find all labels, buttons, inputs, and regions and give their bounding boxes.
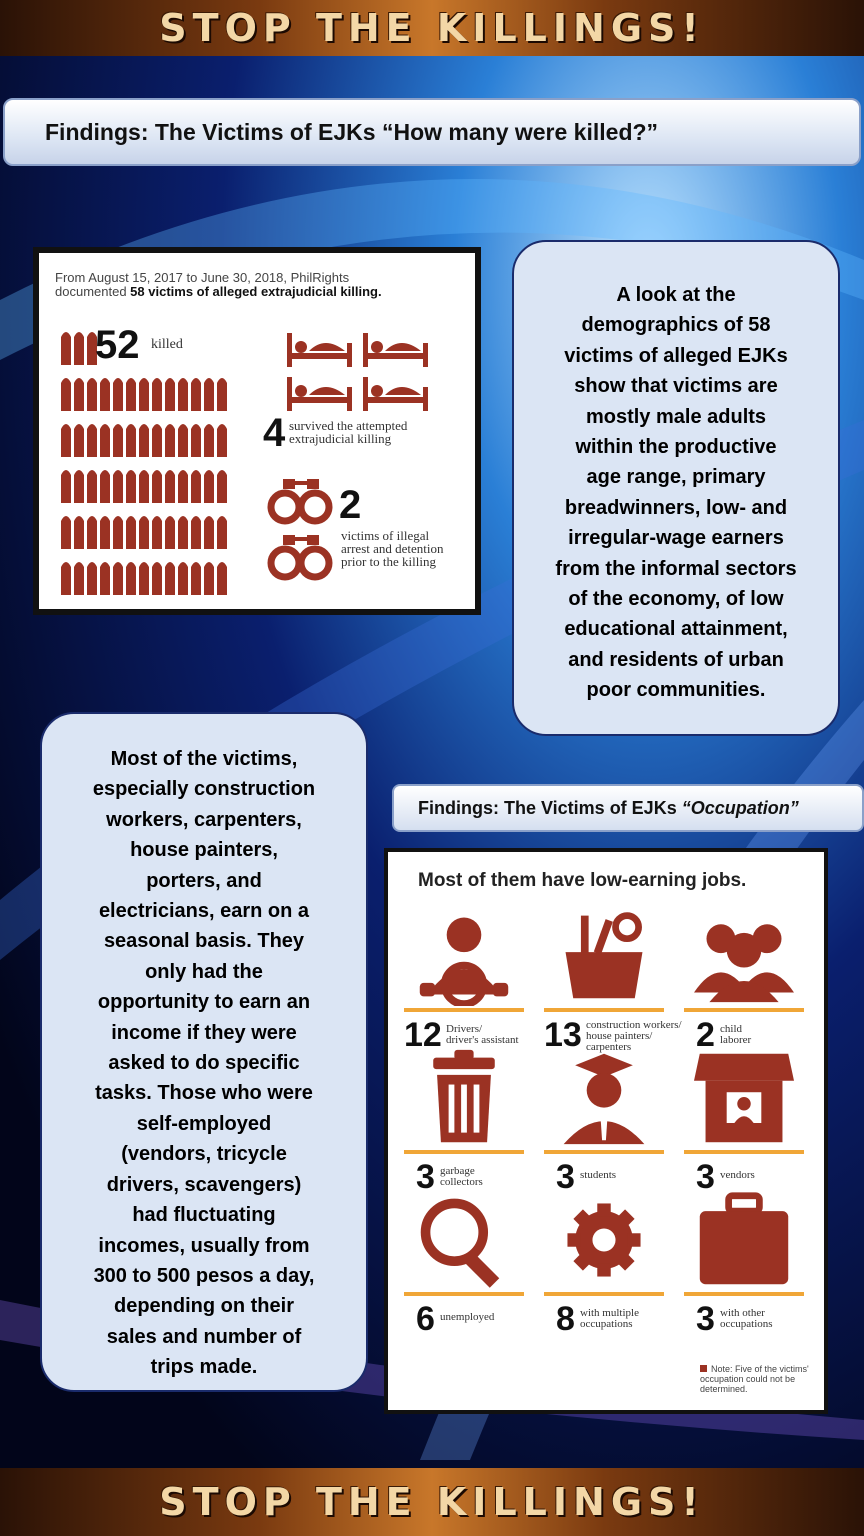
text-line: (vendors, tricycle xyxy=(121,1143,287,1166)
occupation-count: 13 xyxy=(544,1016,582,1054)
text-line: tasks. Those who were xyxy=(95,1082,313,1105)
hospital-bed-icons xyxy=(285,329,435,417)
divider-bar xyxy=(684,1150,804,1154)
text-line: depending on their xyxy=(114,1295,294,1318)
occupation-count: 12 xyxy=(404,1016,442,1054)
occupation-count: 6 xyxy=(416,1300,435,1338)
divider-bar xyxy=(684,1292,804,1296)
gear-icon xyxy=(544,1190,664,1290)
market-stall-icon xyxy=(684,1048,804,1148)
banner-text: STOP THE KILLINGS! xyxy=(159,6,705,50)
occupation-title: Findings: The Victims of EJKs “Occupation” xyxy=(418,797,799,818)
page-title: Findings: The Victims of EJKs “How many were killed?” xyxy=(45,118,659,145)
bullet-icons-grid xyxy=(57,323,237,597)
income-text xyxy=(42,744,366,1383)
text-line: asked to do specific xyxy=(108,1052,300,1075)
occupation-label: with multiple occupations xyxy=(580,1307,639,1330)
divider-bar xyxy=(404,1150,524,1154)
occupation-label: garbage collectors xyxy=(440,1165,483,1188)
text-line: mostly male adults xyxy=(585,405,767,428)
text-line: from the informal sectors xyxy=(555,557,797,580)
divider-bar xyxy=(544,1008,664,1012)
victims-infographic xyxy=(33,247,481,615)
steering-wheel-driver-icon xyxy=(404,906,524,1006)
text-line: sales and number of xyxy=(106,1325,302,1348)
banner-text-bottom: STOP THE KILLINGS! xyxy=(159,1480,705,1524)
occupation-label: construction workers/ house painters/ carpenters xyxy=(586,1019,682,1053)
trash-bin-icon xyxy=(404,1048,524,1148)
killed-number: 52 xyxy=(95,323,140,367)
text-line: within the productive xyxy=(575,436,777,459)
text-line: seasonal basis. They xyxy=(103,930,305,953)
briefcase-icon xyxy=(684,1190,804,1290)
survived-label: survived the attempted extrajudicial killing xyxy=(289,418,408,446)
occupation-count: 3 xyxy=(696,1158,715,1196)
text-line: and residents of urban xyxy=(568,648,784,671)
text-line: A look at the xyxy=(616,284,736,306)
text-line: irregular-wage earners xyxy=(568,527,784,550)
bottom-banner xyxy=(0,1468,864,1536)
divider-bar xyxy=(404,1292,524,1296)
occupation-label: unemployed xyxy=(440,1311,495,1323)
toolbox-icon xyxy=(544,906,664,1006)
text-line: house painters, xyxy=(130,839,278,862)
text-line: had fluctuating xyxy=(132,1204,276,1227)
text-line: 300 to 500 pesos a day, xyxy=(93,1264,315,1287)
text-line: age range, primary xyxy=(586,466,766,489)
text-line: only had the xyxy=(145,960,263,983)
text-line: victims of alleged EJKs xyxy=(564,344,788,367)
group-people-icon xyxy=(684,906,804,1006)
text-line: of the economy, of low xyxy=(568,588,784,611)
occupation-label: Drivers/ driver's assistant xyxy=(446,1023,519,1046)
divider-bar xyxy=(544,1150,664,1154)
demographics-bubble xyxy=(512,240,840,736)
arrest-label: victims of illegal arrest and detention prior to the killing xyxy=(341,528,444,569)
occupation-title-bar xyxy=(392,784,864,832)
occupation-label: with other occupations xyxy=(720,1307,773,1330)
text-line: Most of the victims, xyxy=(110,748,298,770)
note: Note: Five of the victims' occupation could not be determined. xyxy=(700,1364,809,1394)
text-line: poor communities. xyxy=(586,679,766,702)
text-line: especially construction xyxy=(92,778,316,801)
text-line: breadwinners, low- and xyxy=(564,496,788,519)
magnifier-icon xyxy=(404,1190,524,1290)
text-line: porters, and xyxy=(146,869,262,892)
income-bubble xyxy=(40,712,368,1392)
intro-line-1: From August 15, 2017 to June 30, 2018, PhilRights xyxy=(55,270,350,285)
demographics-text xyxy=(514,280,838,706)
divider-bar xyxy=(544,1292,664,1296)
divider-bar xyxy=(404,1008,524,1012)
survived-number: 4 xyxy=(263,411,286,455)
text-line: show that victims are xyxy=(574,375,778,398)
text-line: workers, carpenters, xyxy=(106,808,302,831)
occupation-heading: Most of them have low-earning jobs. xyxy=(418,870,747,891)
occupation-count: 3 xyxy=(416,1158,435,1196)
text-line: demographics of 58 xyxy=(581,314,771,337)
text-line: electricians, earn on a xyxy=(98,900,310,923)
occupation-count: 3 xyxy=(556,1158,575,1196)
occupation-label: students xyxy=(580,1169,617,1181)
handcuffs-icons xyxy=(267,473,337,593)
occupation-count: 8 xyxy=(556,1300,575,1338)
text-line: self-employed xyxy=(136,1112,272,1135)
divider-bar xyxy=(684,1008,804,1012)
text-line: trips made. xyxy=(150,1356,258,1379)
top-banner xyxy=(0,0,864,56)
occupation-count: 3 xyxy=(696,1300,715,1338)
occupation-label: vendors xyxy=(720,1169,755,1181)
text-line: income if they were xyxy=(111,1021,297,1044)
arrest-number: 2 xyxy=(339,483,362,527)
text-line: incomes, usually from xyxy=(98,1234,310,1257)
page-title-bar xyxy=(3,98,861,166)
text-line: drivers, scavengers) xyxy=(106,1173,302,1196)
occupation-infographic xyxy=(384,848,828,1414)
occupation-count: 2 xyxy=(696,1016,715,1054)
occupation-label: child laborer xyxy=(720,1023,752,1046)
text-line: opportunity to earn an xyxy=(97,991,311,1014)
text-line: educational attainment, xyxy=(564,618,788,641)
graduate-icon xyxy=(544,1048,664,1148)
killed-label: killed xyxy=(151,337,183,352)
intro-line-2: documented 58 victims of alleged extrajudicial killing. xyxy=(55,284,382,299)
